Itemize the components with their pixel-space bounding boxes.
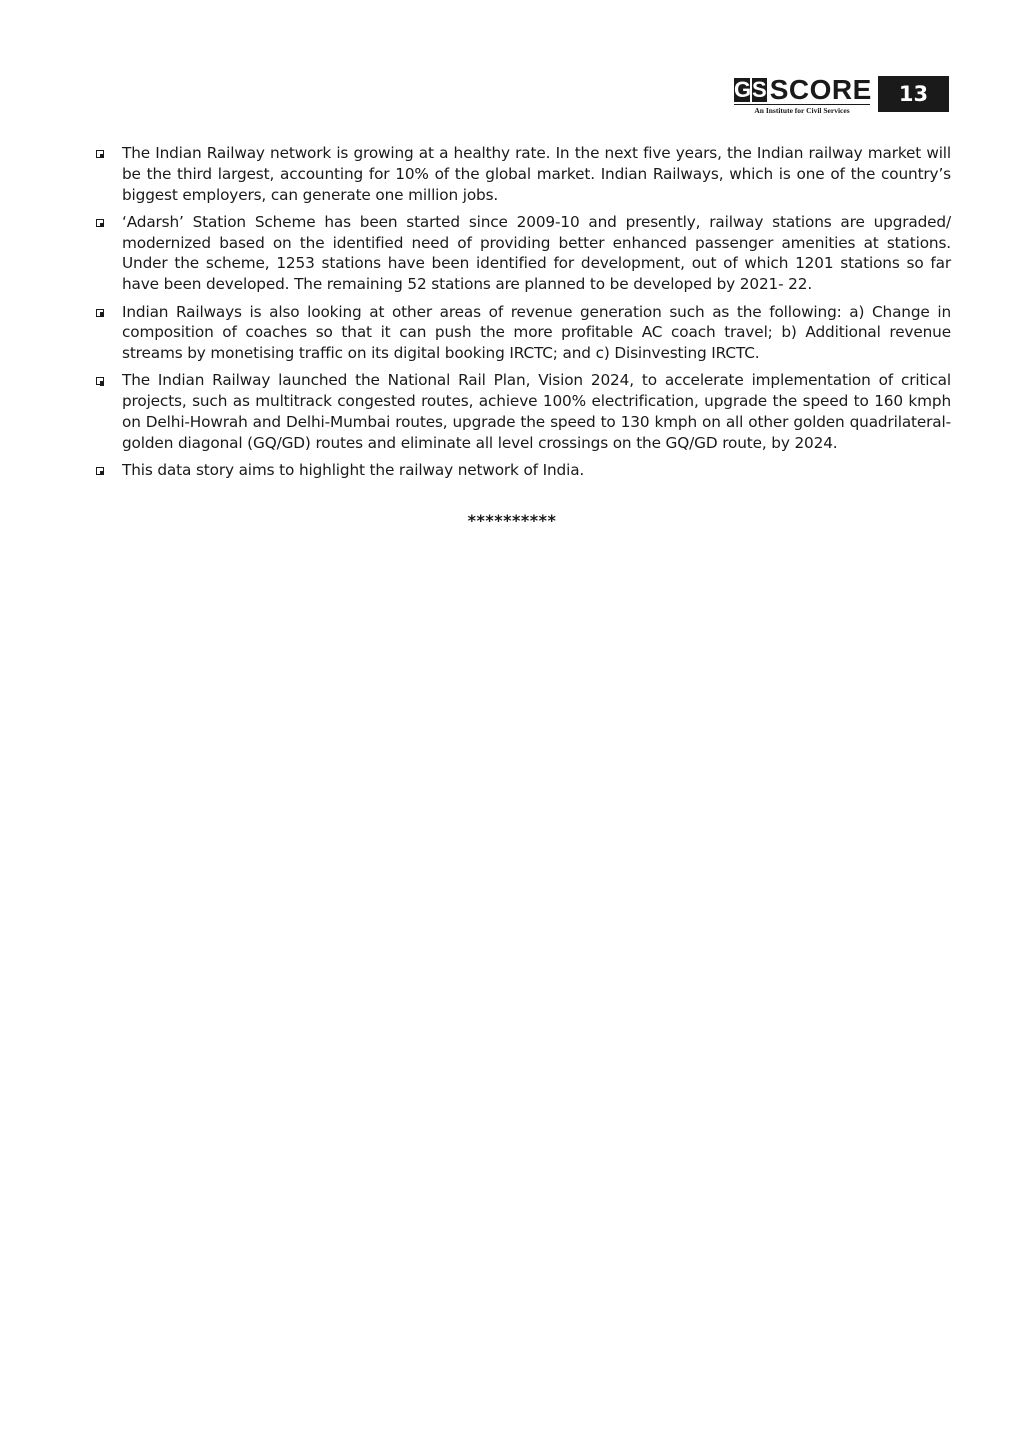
bullet-text: Indian Railways is also looking at other areas of revenue generation such as the following: a) Change in composition of coaches so that it can push the more profitable AC coach travel; b) Additional revenue streams by monetising traffic on its digital booking IRCTC; and c) Disinvesting IRCTC.: [122, 302, 951, 363]
square-bullet-icon: [96, 309, 104, 317]
square-bullet-icon: [96, 467, 104, 475]
logo-letter-g: G: [734, 77, 752, 102]
bullet-text: The Indian Railway launched the National Rail Plan, Vision 2024, to accelerate implementation of critical projects, such as multitrack congested routes, achieve 100% electrification, upgrade the speed to 160 kmph on Delhi-Howrah and Delhi-Mumbai routes, upgrade the speed to 130 kmph on all other golden quadrilateral-golden diagonal (GQ/GD) routes and eliminate all level crossings on the GQ/GD route, by 2024.: [122, 371, 951, 452]
logo-wordmark: [734, 75, 870, 105]
bullet-text: This data story aims to highlight the railway network of India.: [122, 461, 585, 480]
bullet-text: The Indian Railway network is growing at a healthy rate. In the next five years, the Indian railway market will be the third largest, accounting for 10% of the global market. Indian Railways, which is one of the country’s biggest employers, can generate one million jobs.: [122, 144, 951, 204]
page-number: 13: [878, 76, 949, 112]
bullet-item: [96, 460, 951, 481]
square-bullet-icon: [96, 377, 104, 385]
logo-score-text: SCORE: [769, 74, 872, 105]
page-content: [96, 143, 951, 487]
logo-tagline: An Institute for Civil Services: [734, 104, 870, 115]
gs-score-logo: [734, 75, 870, 115]
bullet-list: [96, 143, 951, 481]
bullet-item: [96, 143, 951, 205]
bullet-item: [96, 302, 951, 364]
logo-letter-s: S: [752, 77, 767, 102]
square-bullet-icon: [96, 219, 104, 227]
square-bullet-icon: [96, 150, 104, 158]
bullet-item: [96, 212, 951, 295]
bullet-text: ‘Adarsh’ Station Scheme has been started since 2009-10 and presently, railway stations are upgraded/ modernized based on the identified need of providing better enhanced passenger amenities at stations. Under the scheme, 1253 stations have been identified for development, out of which 1201 stations so far have been developed. The remaining 52 stations are planned to be developed by 2021- 22.: [122, 212, 951, 294]
section-separator: **********: [467, 511, 557, 530]
bullet-item: [96, 370, 951, 453]
